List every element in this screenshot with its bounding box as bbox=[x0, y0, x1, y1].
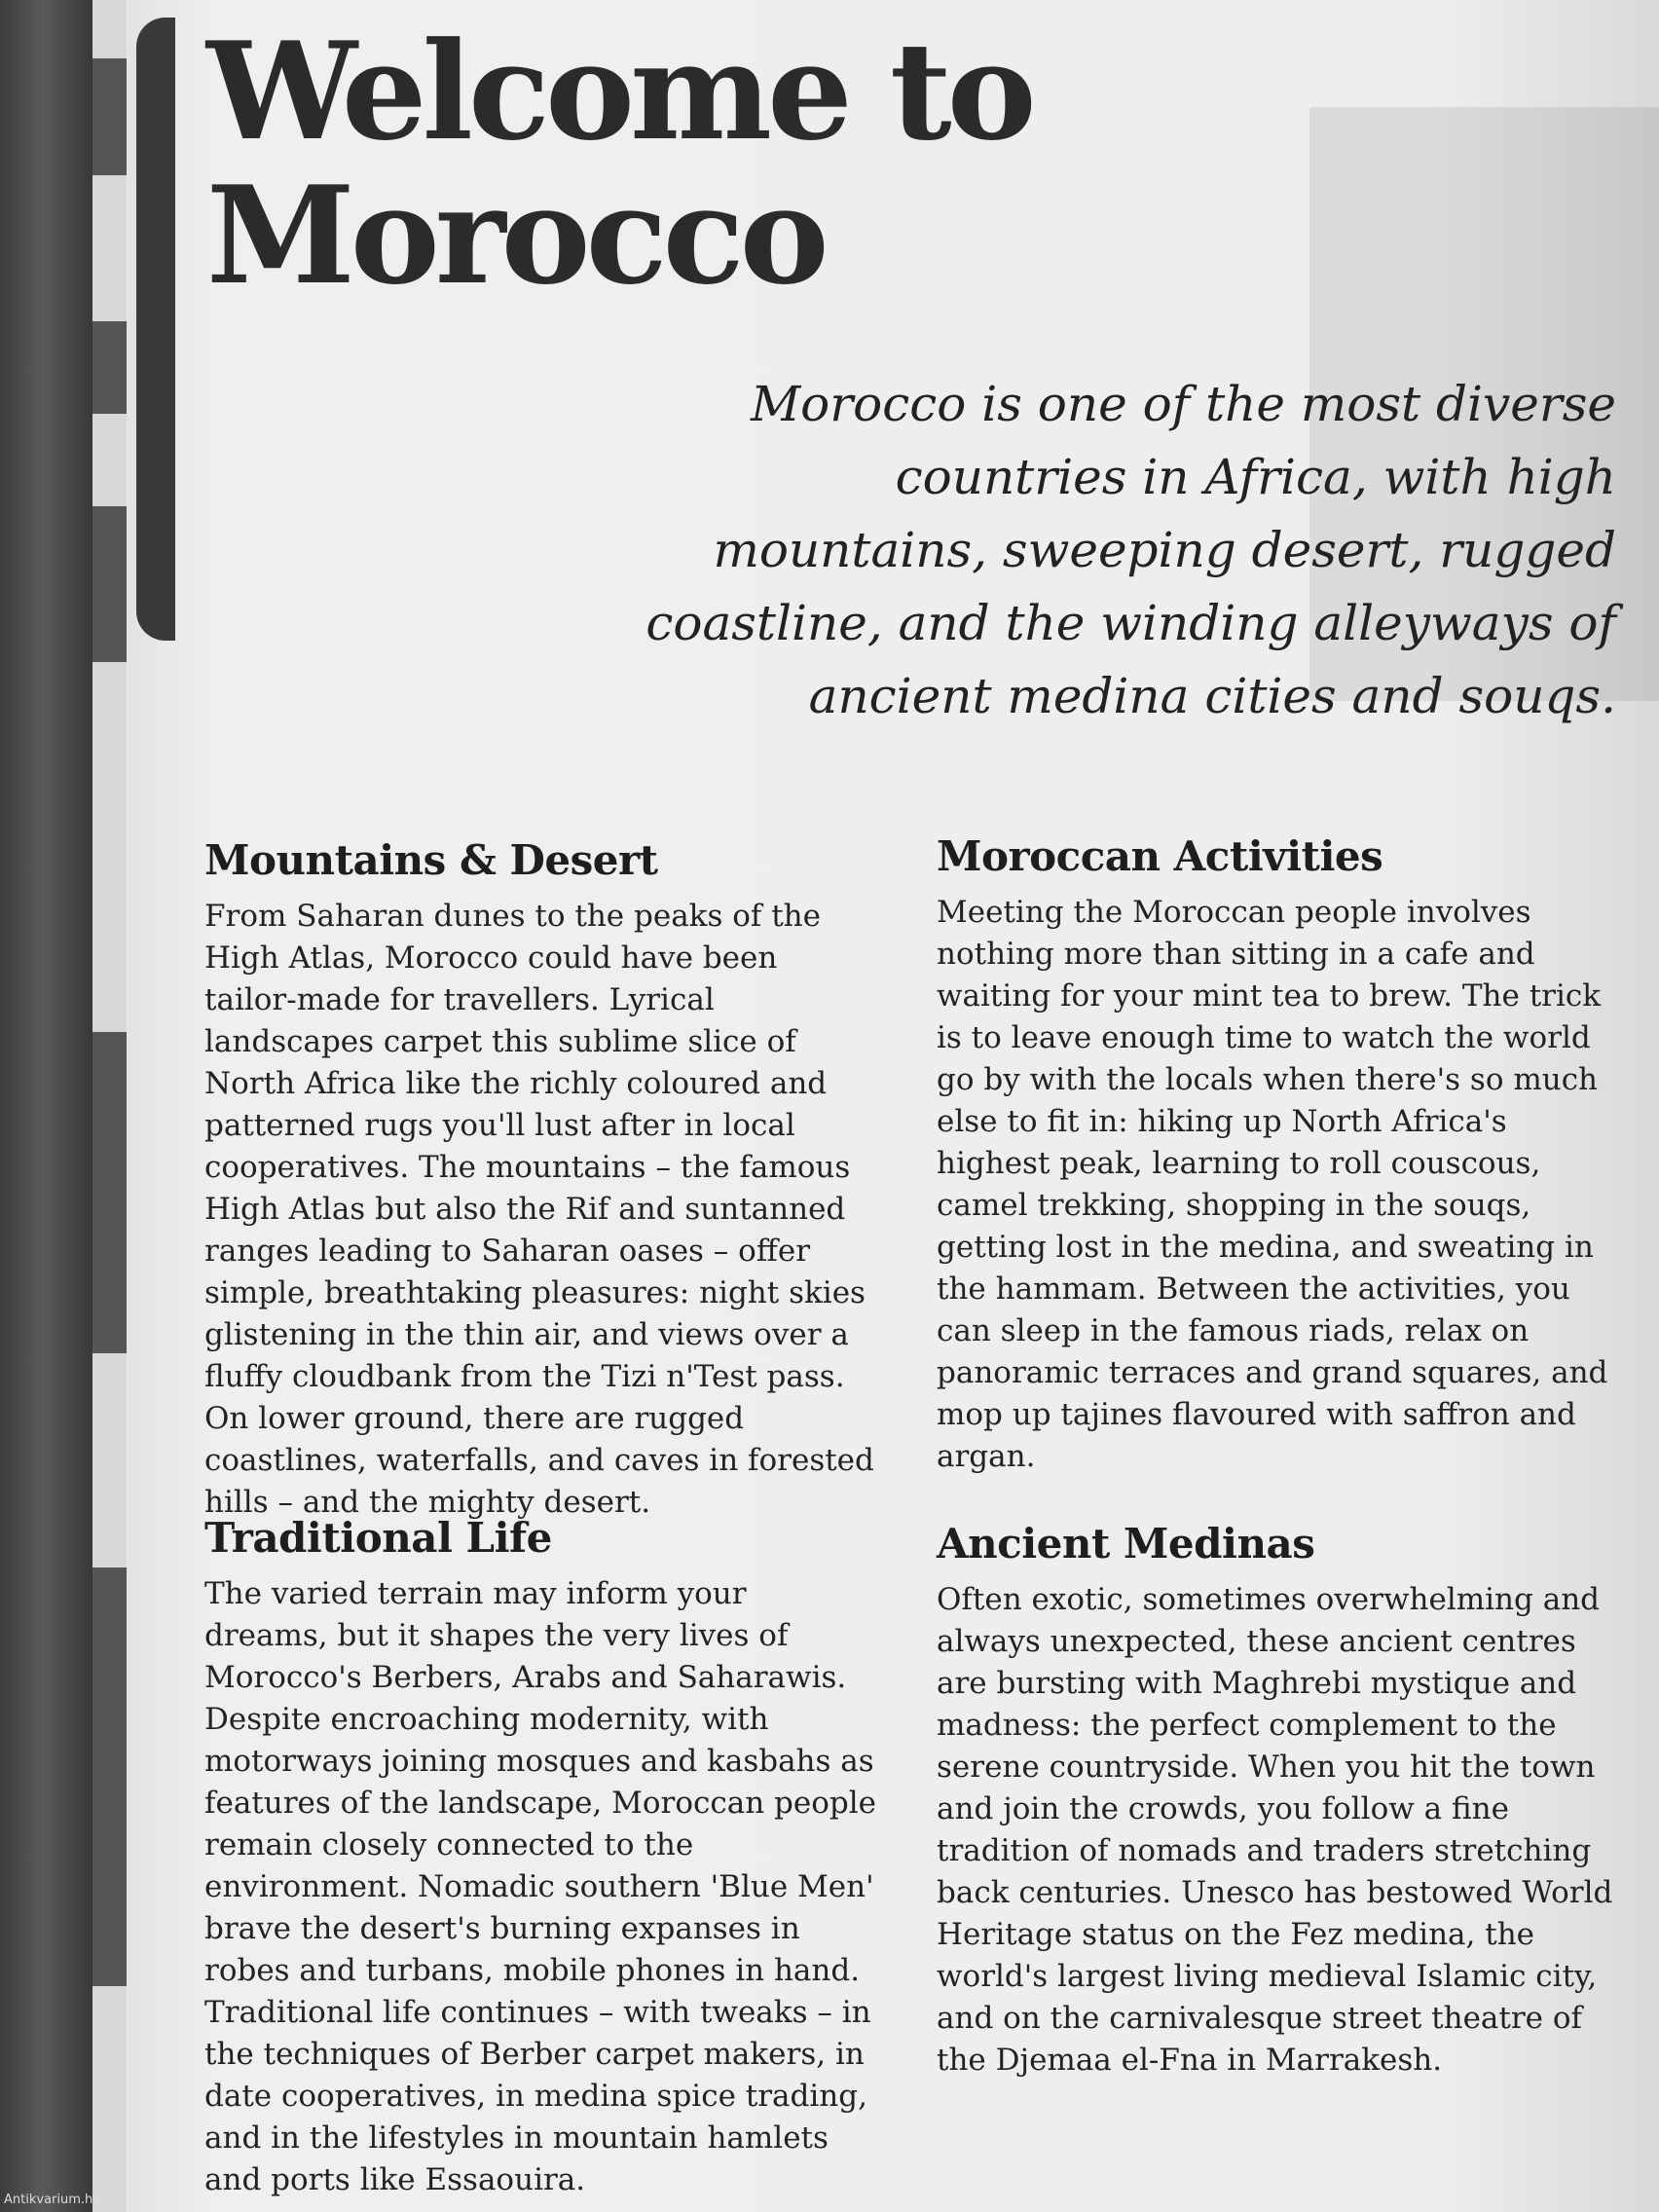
section-body: The varied terrain may inform your dreams, but it shapes the very lives of Morocco's Berbers, Arabs and Saharawis. Despite encroaching modernity, with motorways joining mosques and kasbahs as features of the landscape, Moroccan people remain closely connected to the environment. Nomadic southern 'Blue Men' brave the desert's burning expanses in robes and turbans, mobile phones in hand. Traditional life continues – with tweaks – in the techniques of Berber carpet makers, in date cooperatives, in medina spice trading, and in the lifestyles in mountain hamlets and ports like Essaouira. bbox=[204, 1576, 876, 2197]
section-traditional-life bbox=[204, 1513, 876, 2201]
edge-stripe bbox=[92, 506, 127, 662]
intro-lede: Morocco is one of the most diverse countries in Africa, with high mountains, sweeping desert, rugged coastline, and the winding alleyways of ancient medina cities and souqs. bbox=[645, 376, 1616, 724]
section-body: Often exotic, sometimes overwhelming and always unexpected, these ancient centres are bursting with Maghrebi mystique and madness: the perfect complement to the serene countryside. When you hit the town and join the crowds, you follow a fine tradition of nomads and traders stretching back centuries. Unesco has bestowed World Heritage status on the Fez medina, the world's largest living medieval Islamic city, and on the carnivalesque street theatre of the Djemaa el-Fna in Marrakesh. bbox=[937, 1582, 1613, 2078]
section-mountains-desert bbox=[204, 835, 876, 1524]
section-heading: Moroccan Activities bbox=[937, 832, 1383, 880]
section-heading: Traditional Life bbox=[204, 1514, 552, 1562]
edge-stripe bbox=[92, 1567, 127, 1986]
title-accent-bar bbox=[136, 18, 175, 641]
section-body: From Saharan dunes to the peaks of the High Atlas, Morocco could have been tailor-made for travellers. Lyrical landscapes carpet this sublime slice of North Africa like the richly coloured and patterned rugs you'll lust after in local cooperatives. The mountains – the famous High Atlas but also the Rif and suntanned ranges leading to Saharan oases – offer simple, breathtaking pleasures: night skies glistening in the thin air, and views over a fluffy cloudbank from the Tizi n'Test pass. On lower ground, there are rugged coastlines, waterfalls, and caves in forested hills – and the mighty desert. bbox=[204, 899, 874, 1520]
section-heading: Ancient Medinas bbox=[937, 1520, 1315, 1567]
section-body: Meeting the Moroccan people involves nothing more than sitting in a cafe and waiting for your mint tea to brew. The trick is to leave enough time to watch the world go by with the locals when there's so much else to fit in: hiking up North Africa's highest peak, learning to roll couscous, camel trekking, shopping in the souqs, getting lost in the medina, and sweating in the hammam. Between the activities, you can sleep in the famous riads, relax on panoramic terraces and grand squares, and mop up tajines flavoured with saffron and argan. bbox=[937, 895, 1608, 1474]
edge-stripe bbox=[92, 1032, 127, 1353]
section-moroccan-activities bbox=[937, 831, 1618, 1478]
section-ancient-medinas bbox=[937, 1519, 1618, 2082]
watermark: Antikvarium.hu bbox=[4, 2193, 101, 2207]
page-title: Welcome to Morocco bbox=[206, 12, 1032, 314]
edge-stripe bbox=[92, 58, 127, 175]
edge-stripe bbox=[92, 321, 127, 414]
background-surface bbox=[0, 0, 107, 2212]
section-heading: Mountains & Desert bbox=[204, 836, 658, 884]
page-edge-index bbox=[92, 0, 127, 2212]
